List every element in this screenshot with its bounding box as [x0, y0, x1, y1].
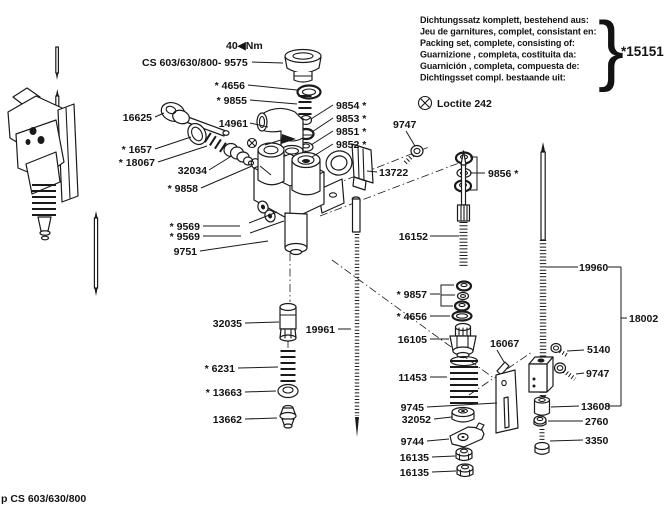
part-label-9747-top: 9747: [393, 119, 417, 131]
part-bolt-3350: [535, 429, 549, 454]
leader-9569-b-to-body: [250, 221, 284, 233]
part-label-13663: * 13663: [205, 387, 242, 399]
part-guide-block: [529, 357, 553, 392]
part-label-13722: 13722: [379, 167, 409, 179]
part-label-32034: 32034: [177, 165, 207, 177]
part-label-5140: 5140: [587, 344, 611, 356]
part-sleeve-32035: [280, 304, 296, 342]
leader-13608: [551, 406, 579, 407]
part-label-4656-b: * 4656: [396, 311, 427, 323]
part-label-9744: 9744: [400, 436, 424, 448]
part-label-18002: 18002: [629, 313, 659, 325]
leader-16135-a: [432, 456, 455, 457]
part-retainer-13663: [278, 385, 298, 398]
part-rod-19961: [352, 197, 360, 437]
part-label-2760: 2760: [585, 416, 609, 428]
part-label-9747-right: 9747: [586, 368, 610, 380]
part-label-13608: 13608: [581, 401, 611, 413]
part-labels: [119, 40, 659, 479]
leader-32052: [434, 417, 452, 419]
assembled-valve-drawing: [8, 47, 98, 296]
torque-note: 40◀Nm: [226, 40, 263, 52]
part-poppet-13662: [280, 406, 296, 429]
note-line-es: Guarnición , completa, compuesta de:: [420, 61, 580, 71]
leader-13663: [245, 391, 276, 392]
part-label-6231: * 6231: [204, 363, 235, 375]
part-label-9858: * 9858: [167, 183, 198, 195]
part-label-1657: * 1657: [121, 144, 152, 156]
leader-32034: [209, 157, 230, 170]
part-label-9745: 9745: [400, 402, 424, 414]
part-fork-9745: [496, 370, 518, 433]
leader-9747-right: [576, 373, 584, 374]
centerline-axes: [288, 147, 532, 395]
part-label-9854: 9854 *: [336, 100, 367, 112]
part-label-32035: 32035: [212, 318, 242, 330]
part-label-4656-top: * 4656: [214, 80, 245, 92]
part-label-9853: 9853 *: [336, 113, 367, 125]
note-line-fr: Jeu de garnitures, complet, consistant en:: [420, 26, 597, 37]
part-label-16105: 16105: [397, 334, 427, 346]
part-label-9856: 9856 *: [488, 168, 519, 180]
part-label-3350: 3350: [585, 435, 609, 447]
leader-9854: [311, 105, 333, 119]
part-washers-9857: [455, 282, 471, 311]
leader-9858: [201, 166, 252, 188]
part-label-16135-a: 16135: [399, 452, 429, 464]
part-label-9751: 9751: [173, 246, 197, 258]
leader-3350: [550, 440, 583, 441]
part-label-11453: 11453: [398, 372, 427, 384]
leader-9744: [427, 439, 449, 441]
note-line-it: Guarnizione , completa, costituita da:: [420, 49, 577, 60]
circled-x-icon-small: [248, 139, 257, 148]
part-nut-16135-b: [457, 464, 473, 477]
leader-16135-b: [432, 471, 456, 472]
loctite-legend: [419, 97, 493, 111]
part-label-16135-b: 16135: [399, 467, 429, 479]
leader-9855: [250, 100, 297, 104]
leader-9853: [312, 118, 333, 132]
part-label-16625: 16625: [122, 112, 152, 124]
part-label-9569-b: * 9569: [169, 231, 200, 243]
part-label-9575: CS 603/630/800- 9575: [142, 57, 248, 69]
part-label-19961: 19961: [305, 324, 335, 336]
part-label-14961: 14961: [218, 118, 248, 130]
model-footer: p CS 603/630/800: [1, 493, 87, 505]
part-label-18067: * 18067: [118, 157, 155, 169]
leader-16067: [497, 350, 504, 362]
part-screw-9747-top: [404, 146, 423, 165]
leader-6231: [238, 367, 278, 368]
note-line-de: Dichtungssatz komplett, bestehend aus:: [420, 15, 589, 25]
kit-brace: }: [598, 5, 625, 93]
circled-x-icon: [419, 97, 432, 110]
leader-32035: [245, 322, 279, 323]
leader-18067: [158, 146, 207, 162]
part-lever-9744: [450, 423, 484, 447]
part-screw-9747-right: [555, 363, 576, 379]
part-nut-2760: [534, 416, 546, 426]
part-label-16067: 16067: [490, 338, 520, 350]
part-spacer-13608: [535, 397, 550, 415]
leader-9747-top: [406, 131, 415, 146]
part-nut-16105: [450, 324, 476, 358]
part-cap-9575: [285, 50, 321, 83]
part-label-9857: * 9857: [396, 289, 427, 301]
part-label-32052: 32052: [401, 414, 431, 426]
leader-5140: [567, 350, 584, 351]
note-line-en: Packing set, complete, consisting of:: [420, 38, 575, 48]
seal-kit-note: [420, 5, 664, 93]
part-nut-16135-a: [456, 448, 472, 461]
part-label-9569-a: * 9569: [169, 221, 200, 233]
leader-4656-top: [248, 85, 297, 90]
leader-1657: [155, 137, 191, 149]
part-label-13662: 13662: [212, 414, 242, 426]
kit-number: *15151: [621, 44, 664, 59]
part-screw-5140: [551, 344, 568, 357]
leader-cap-9575: [252, 62, 283, 63]
part-label-16152: 16152: [398, 231, 428, 243]
note-line-nl: Dichtingsset compl. bestaande uit:: [420, 72, 566, 83]
leader-13662: [245, 418, 277, 419]
part-label-9855: * 9855: [216, 95, 247, 107]
part-label-9852: 9852 *: [336, 139, 367, 151]
leader-9751: [200, 241, 268, 251]
part-label-19960: 19960: [579, 262, 609, 274]
loctite-label: Loctite 242: [437, 98, 492, 110]
part-disc-32052: [452, 408, 474, 423]
part-label-9851: 9851 *: [336, 126, 367, 138]
bracket-9857: [441, 285, 455, 306]
part-oring-4656-bottom: [453, 312, 472, 321]
bracket-18002: [621, 267, 627, 406]
